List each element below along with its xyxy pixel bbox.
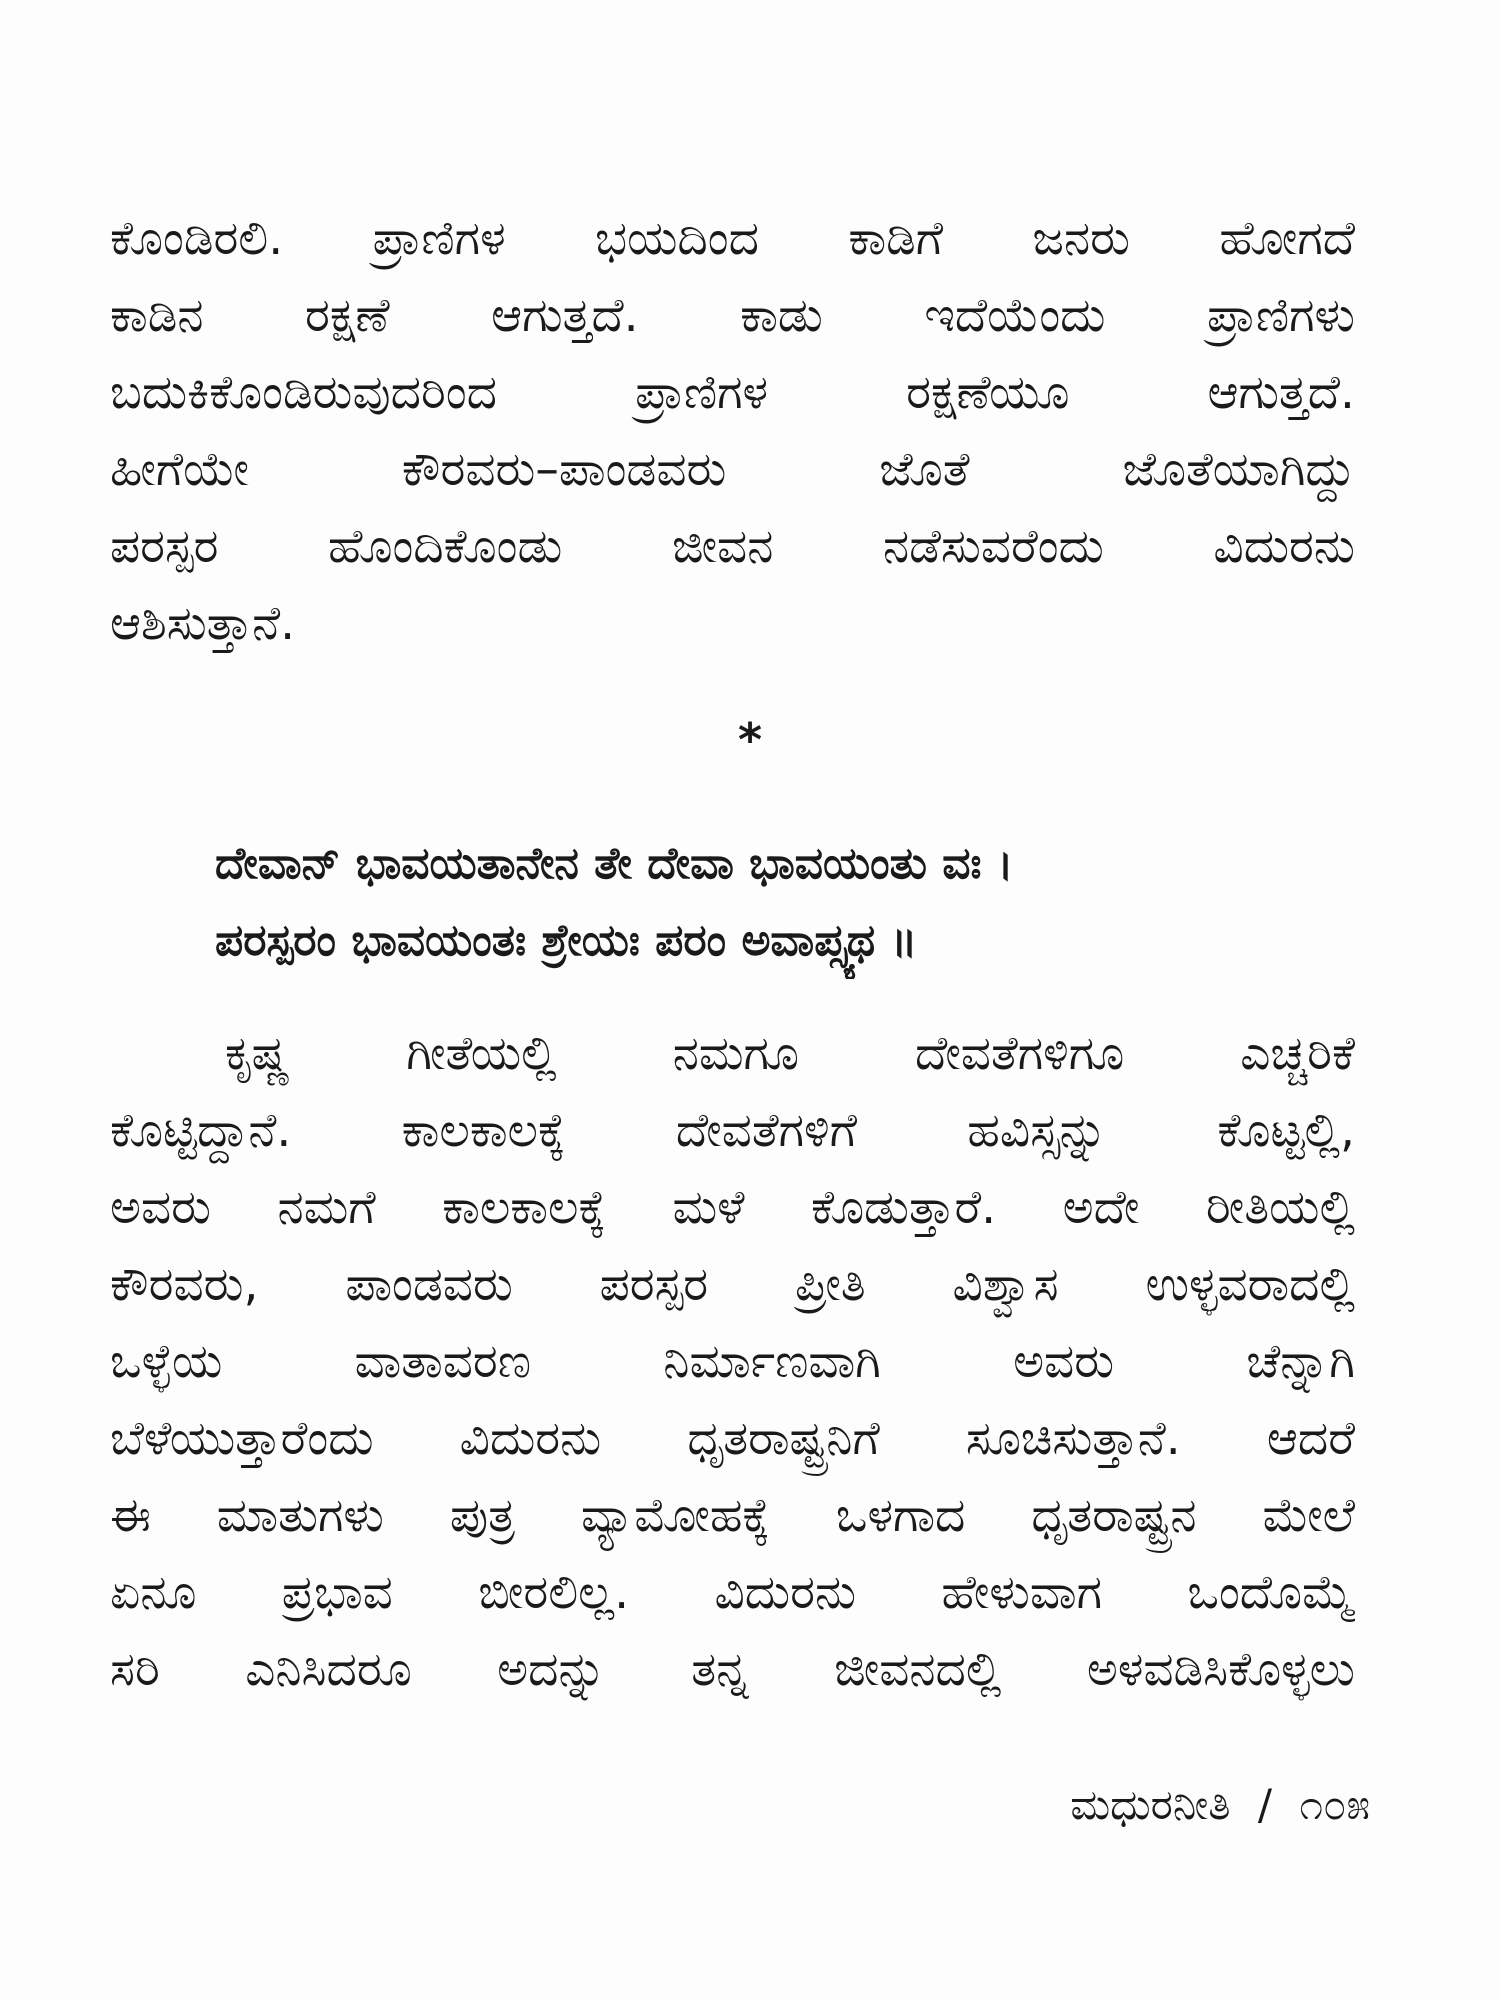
paragraph-2 xyxy=(110,1015,1355,1708)
text-line: ಬದುಕಿಕೊಂಡಿರುವುದರಿಂದ ಪ್ರಾಣಿಗಳ ರಕ್ಷಣೆಯೂ ಆಗುತ್ತದೆ. xyxy=(110,365,1355,420)
text-line: ಕೃಷ್ಣ ಗೀತೆಯಲ್ಲಿ ನಮಗೂ ದೇವತೆಗಳಿಗೂ ಎಚ್ಚರಿಕೆ xyxy=(225,1026,1355,1081)
text-line: ಹೀಗೆಯೇ ಕೌರವರು–ಪಾಂಡವರು ಜೊತೆ ಜೊತೆಯಾಗಿದ್ದು xyxy=(110,442,1355,497)
text-line: ಬೆಳೆಯುತ್ತಾರೆಂದು ವಿದುರನು ಧೃತರಾಷ್ಟ್ರನಿಗೆ ಸೂಚಿಸುತ್ತಾನೆ. ಆದರೆ xyxy=(110,1411,1355,1466)
text-line: ಕಾಡಿನ ರಕ್ಷಣೆ ಆಗುತ್ತದೆ. ಕಾಡು ಇದೆಯೆಂದು ಪ್ರಾಣಿಗಳು xyxy=(110,288,1355,343)
text-line: ಆಶಿಸುತ್ತಾನೆ. xyxy=(110,596,296,651)
footer-divider: / xyxy=(1257,1780,1273,1829)
text-line: ಈ ಮಾತುಗಳು ಪುತ್ರ ವ್ಯಾಮೋಹಕ್ಕೆ ಒಳಗಾದ ಧೃತರಾಷ್ಟ್ರನ ಮೇಲೆ xyxy=(110,1488,1355,1543)
verse-line: ಪರಸ್ಪರಂ ಭಾವಯಂತಃ ಶ್ರೇಯಃ ಪರಂ ಅವಾಪ್ಸ್ಯಥ ॥ xyxy=(215,915,918,966)
text-line: ಪರಸ್ಪರ ಹೊಂದಿಕೊಂಡು ಜೀವನ ನಡೆಸುವರೆಂದು ವಿದುರನು xyxy=(110,519,1355,574)
text-line: ಅವರು ನಮಗೆ ಕಾಲಕಾಲಕ್ಕೆ ಮಳೆ ಕೊಡುತ್ತಾರೆ. ಅದೇ ರೀತಿಯಲ್ಲಿ xyxy=(110,1180,1355,1235)
text-line: ಕೌರವರು, ಪಾಂಡವರು ಪರಸ್ಪರ ಪ್ರೀತಿ ವಿಶ್ವಾಸ ಉಳ್ಳವರಾದಲ್ಲಿ xyxy=(110,1257,1355,1312)
paragraph-1 xyxy=(110,200,1355,662)
text-line: ಕೊಂಡಿರಲಿ. ಪ್ರಾಣಿಗಳ ಭಯದಿಂದ ಕಾಡಿಗೆ ಜನರು ಹೋಗದೆ xyxy=(110,211,1355,266)
book-title: ಮಧುರನೀತಿ xyxy=(1070,1780,1231,1829)
text-line: ಕೊಟ್ಟಿದ್ದಾನೆ. ಕಾಲಕಾಲಕ್ಕೆ ದೇವತೆಗಳಿಗೆ ಹವಿಸ್ಸನ್ನು ಕೊಟ್ಟಲ್ಲಿ, xyxy=(110,1103,1355,1158)
section-separator: * xyxy=(737,713,763,767)
text-line: ಏನೂ ಪ್ರಭಾವ ಬೀರಲಿಲ್ಲ. ವಿದುರನು ಹೇಳುವಾಗ ಒಂದೊಮ್ಮೆ xyxy=(110,1565,1355,1620)
shloka-verse xyxy=(215,825,1355,979)
page-number: ೧೦೫ xyxy=(1299,1780,1370,1829)
verse-line: ದೇವಾನ್ ಭಾವಯತಾನೇನ ತೇ ದೇವಾ ಭಾವಯಂತು ವಃ । xyxy=(215,838,1014,889)
text-line: ಸರಿ ಎನಿಸಿದರೂ ಅದನ್ನು ತನ್ನ ಜೀವನದಲ್ಲಿ ಅಳವಡಿಸಿಕೊಳ್ಳಲು xyxy=(110,1642,1355,1697)
page-footer xyxy=(1070,1775,1370,1835)
text-line: ಒಳ್ಳೆಯ ವಾತಾವರಣ ನಿರ್ಮಾಣವಾಗಿ ಅವರು ಚೆನ್ನಾಗಿ xyxy=(110,1334,1355,1389)
